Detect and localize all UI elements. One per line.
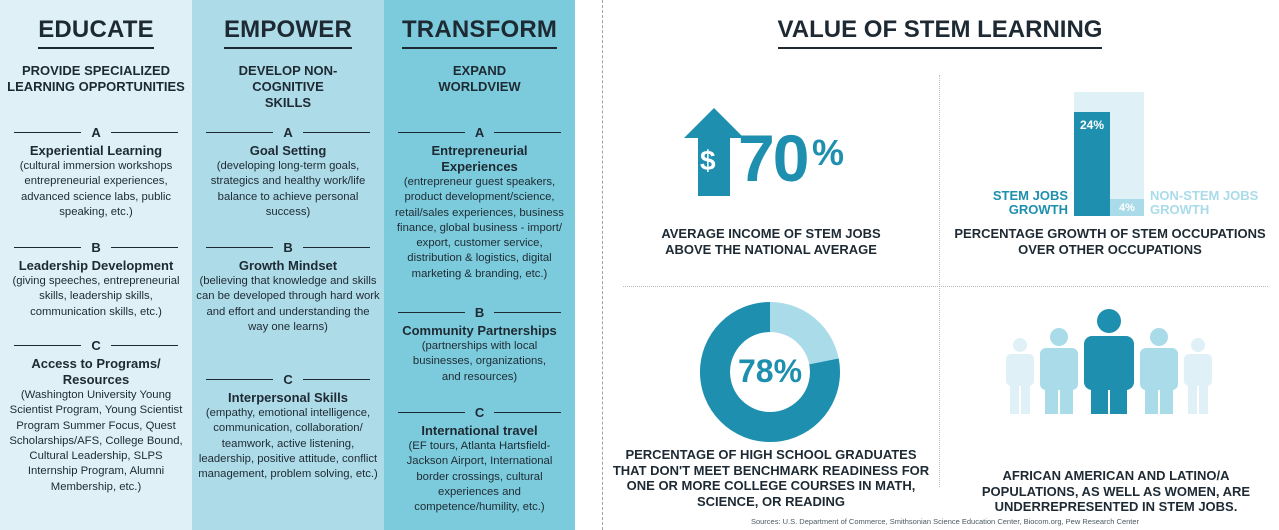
nonstem-growth-label: NON-STEM JOBS GROWTH	[1150, 188, 1259, 217]
section-title: Access to Programs/ Resources	[31, 356, 161, 387]
column-subtitle: EXPAND WORLDVIEW	[438, 63, 521, 94]
section-description: (giving speeches, entrepreneurial skills, leadership skills, communication skills, etc.)	[12, 275, 180, 318]
section-title: Growth Mindset	[238, 258, 338, 273]
column-title: EMPOWER	[192, 16, 384, 44]
section-letter: A	[388, 125, 571, 140]
column-subtitle: PROVIDE SPECIALIZED LEARNING OPPORTUNITIES	[7, 63, 185, 94]
section-description: (empathy, emotional intelligence, communication, collaboration/ teamwork, active listening, leadership, positive attitude, conflict management, problem solving, etc.)	[198, 407, 378, 481]
sources-note: Sources: U.S. Department of Commerce, Smithsonian Science Education Center, Biocom.org, Pew Research Center	[750, 517, 1140, 526]
section-letter: B	[388, 305, 571, 320]
income-percent-sign: %	[812, 132, 845, 173]
section-description: (cultural immersion workshops entrepreneurial experiences, advanced science labs, public speaking, etc.)	[19, 160, 173, 218]
section-title: Goal Setting	[249, 143, 327, 158]
value-title: VALUE OF STEM LEARNING	[740, 16, 1140, 44]
section-letter: C	[4, 338, 188, 353]
section-title: Entrepreneurial Experiences	[431, 143, 528, 174]
section-description: (developing long-term goals, strategics and healthy work/life balance to achieve personal success)	[210, 160, 366, 218]
income-number: 70	[738, 121, 808, 195]
section-b	[4, 240, 188, 320]
section-letter: B	[196, 240, 380, 255]
growth-caption: PERCENTAGE GROWTH OF STEM OCCUPATIONS OVER OTHER OCCUPATIONS	[954, 226, 1266, 257]
section-title: Interpersonal Skills	[228, 390, 348, 405]
people-icon	[1002, 308, 1216, 414]
section-b	[388, 305, 571, 385]
column-title: EDUCATE	[0, 16, 192, 44]
readiness-value: 78%	[737, 353, 803, 389]
section-a	[4, 125, 188, 220]
section-letter: C	[196, 372, 380, 387]
empower-column	[192, 0, 384, 530]
section-b	[196, 240, 380, 335]
column-subtitle: DEVELOP NON-COGNITIVE SKILLS	[238, 63, 338, 110]
educate-column	[0, 0, 192, 530]
stem-growth-value: 24%	[1079, 118, 1105, 132]
section-description: (entrepreneur guest speakers, product development/science, retail/sales experiences, business finance, global business - import/ export, customer service, distribution & logistics, digital marketing & branding, etc.)	[395, 176, 564, 280]
section-description: (Washington University Young Scientist Program, Young Scientist Program Summer Focus, Quest Scholarships/AFS, College Bound, Cultural Leadership, SLPS Internship Program, Alumni Membership, etc.)	[9, 389, 183, 493]
section-letter: C	[388, 405, 571, 420]
dollar-sign: $	[700, 145, 716, 176]
section-description: (believing that knowledge and skills can be developed through hard work and effort and understanding the way one learns)	[196, 275, 380, 333]
section-c	[4, 338, 188, 495]
section-title: Leadership Development	[18, 258, 174, 273]
section-letter: B	[4, 240, 188, 255]
section-c	[388, 405, 571, 515]
panel-divider	[602, 0, 603, 530]
readiness-caption: PERCENTAGE OF HIGH SCHOOL GRADUATES THAT DON'T MEET BENCHMARK READINESS FOR ONE OR MORE COLLEGE COURSES IN MATH, SCIENCE, OR READING	[612, 447, 930, 509]
income-caption: AVERAGE INCOME OF STEM JOBS ABOVE THE NATIONAL AVERAGE	[661, 226, 881, 257]
section-title: Experiential Learning	[29, 143, 163, 158]
section-description: (partnerships with local businesses, organizations, and resources)	[412, 340, 547, 383]
stem-growth-label: STEM JOBS GROWTH	[992, 188, 1068, 217]
section-a	[388, 125, 571, 282]
nonstem-growth-value: 4%	[1119, 202, 1135, 214]
section-letter: A	[196, 125, 380, 140]
quadrant-divider-horizontal	[623, 286, 1268, 287]
section-a	[196, 125, 380, 220]
transform-column	[384, 0, 575, 530]
section-title: Community Partnerships	[402, 323, 557, 338]
section-title: International travel	[421, 423, 538, 438]
column-title: TRANSFORM	[384, 16, 575, 44]
quadrant-divider-vertical	[939, 75, 940, 487]
people-caption: AFRICAN AMERICAN AND LATINO/A POPULATIONS, AS WELL AS WOMEN, ARE UNDERREPRESENTED IN STEM JOBS.	[981, 468, 1251, 514]
section-description: (EF tours, Atlanta Hartsfield-Jackson Airport, International border crossings, cultural experiences and competence/humility, etc.)	[406, 440, 553, 514]
section-c	[196, 372, 380, 482]
section-letter: A	[4, 125, 188, 140]
